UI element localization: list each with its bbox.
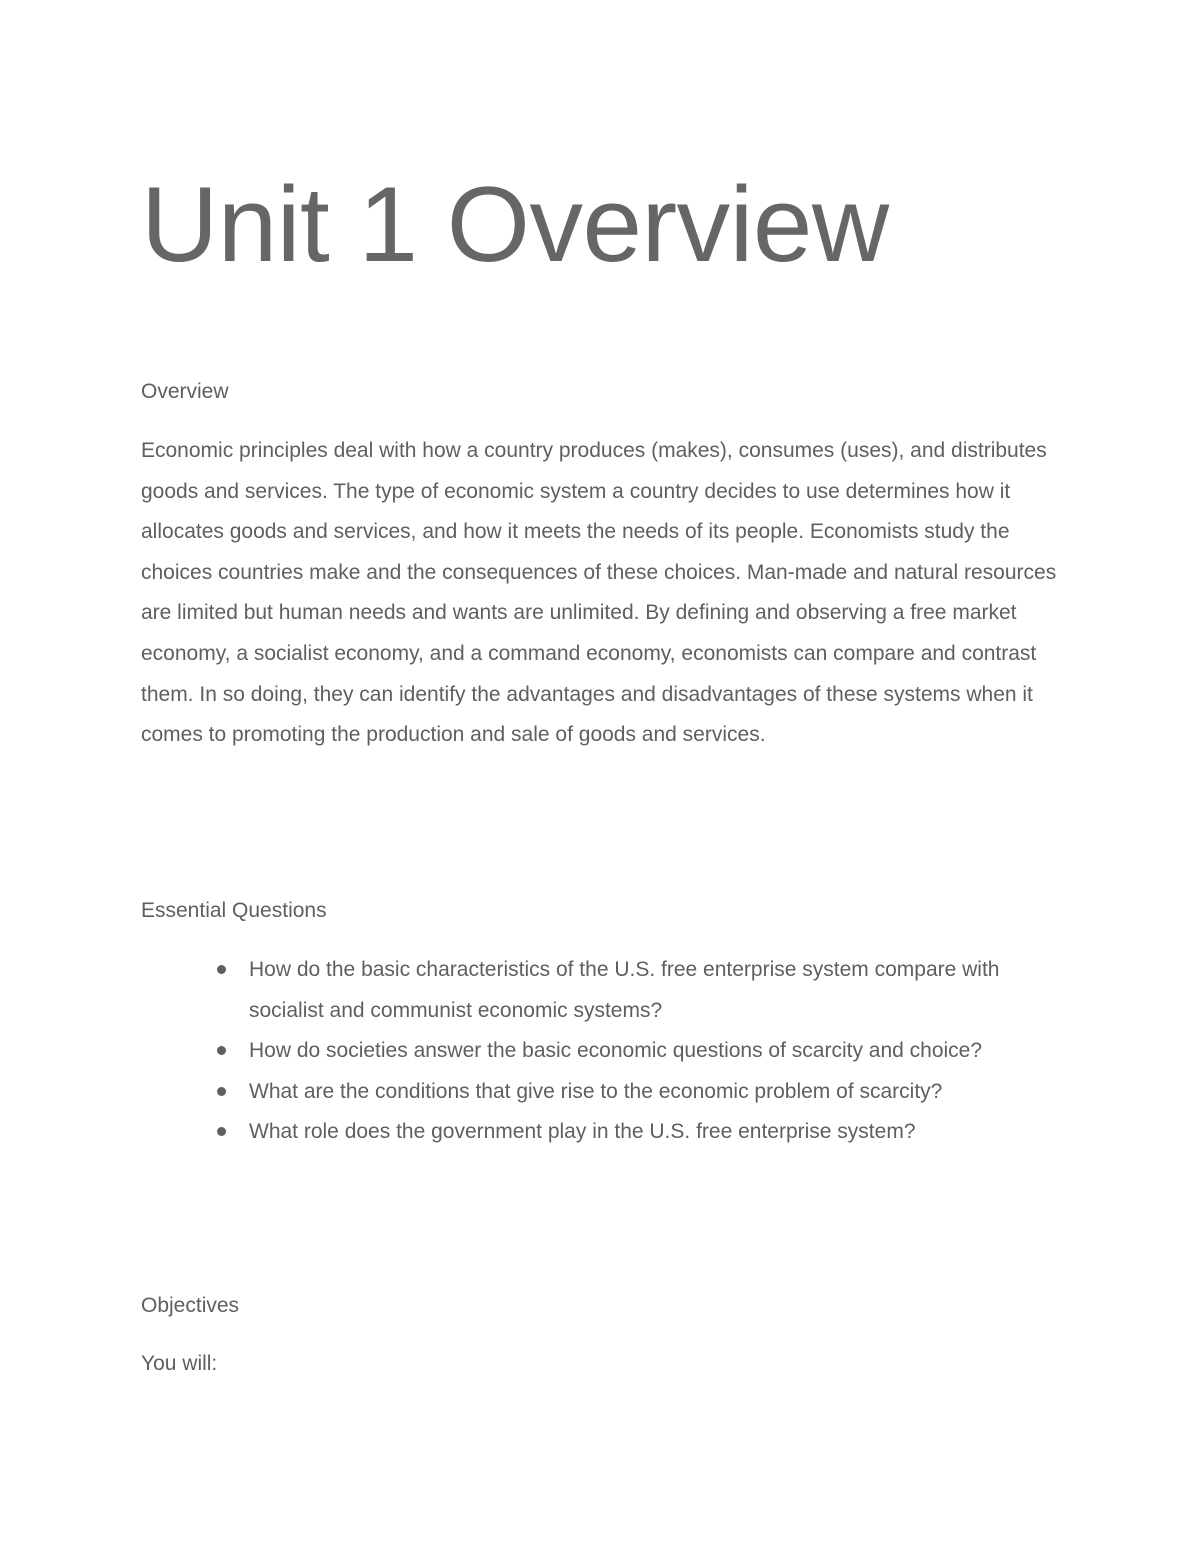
question-text: How do the basic characteristics of the U.S. free enterprise system compare with socialist and communist economic systems? xyxy=(249,958,1000,1022)
bullet-icon xyxy=(217,1087,226,1096)
question-text: How do societies answer the basic economic questions of scarcity and choice? xyxy=(249,1039,983,1063)
objectives-heading: Objectives xyxy=(141,1294,240,1317)
essential-questions-heading: Essential Questions xyxy=(141,899,327,922)
essential-questions-list xyxy=(141,950,1071,1153)
question-text: What are the conditions that give rise to the economic problem of scarcity? xyxy=(249,1079,943,1103)
page-title: Unit 1 Overview xyxy=(141,164,889,284)
list-item xyxy=(141,950,1071,1031)
list-item xyxy=(141,1072,1071,1113)
question-text: What role does the government play in the U.S. free enterprise system? xyxy=(249,1120,916,1144)
bullet-icon xyxy=(217,1046,226,1055)
overview-heading: Overview xyxy=(141,380,229,403)
bullet-icon xyxy=(217,1127,226,1136)
list-item xyxy=(141,1031,1071,1072)
bullet-icon xyxy=(217,965,226,974)
objectives-intro: You will: xyxy=(141,1352,218,1375)
overview-paragraph: Economic principles deal with how a country produces (makes), consumes (uses), and distributes goods and services. The type of economic system a country decides to use determines how it allocates goods and services, and how it meets the needs of its people. Economists study the choices countries make and the consequences of these choices. Man-made and natural resources are limited but human needs and wants are unlimited. By defining and observing a free market economy, a socialist economy, and a command economy, economists can compare and contrast them. In so doing, they can identify the advantages and disadvantages of these systems when it comes to promoting the production and sale of goods and services. xyxy=(141,439,1057,747)
list-item xyxy=(141,1112,1071,1153)
